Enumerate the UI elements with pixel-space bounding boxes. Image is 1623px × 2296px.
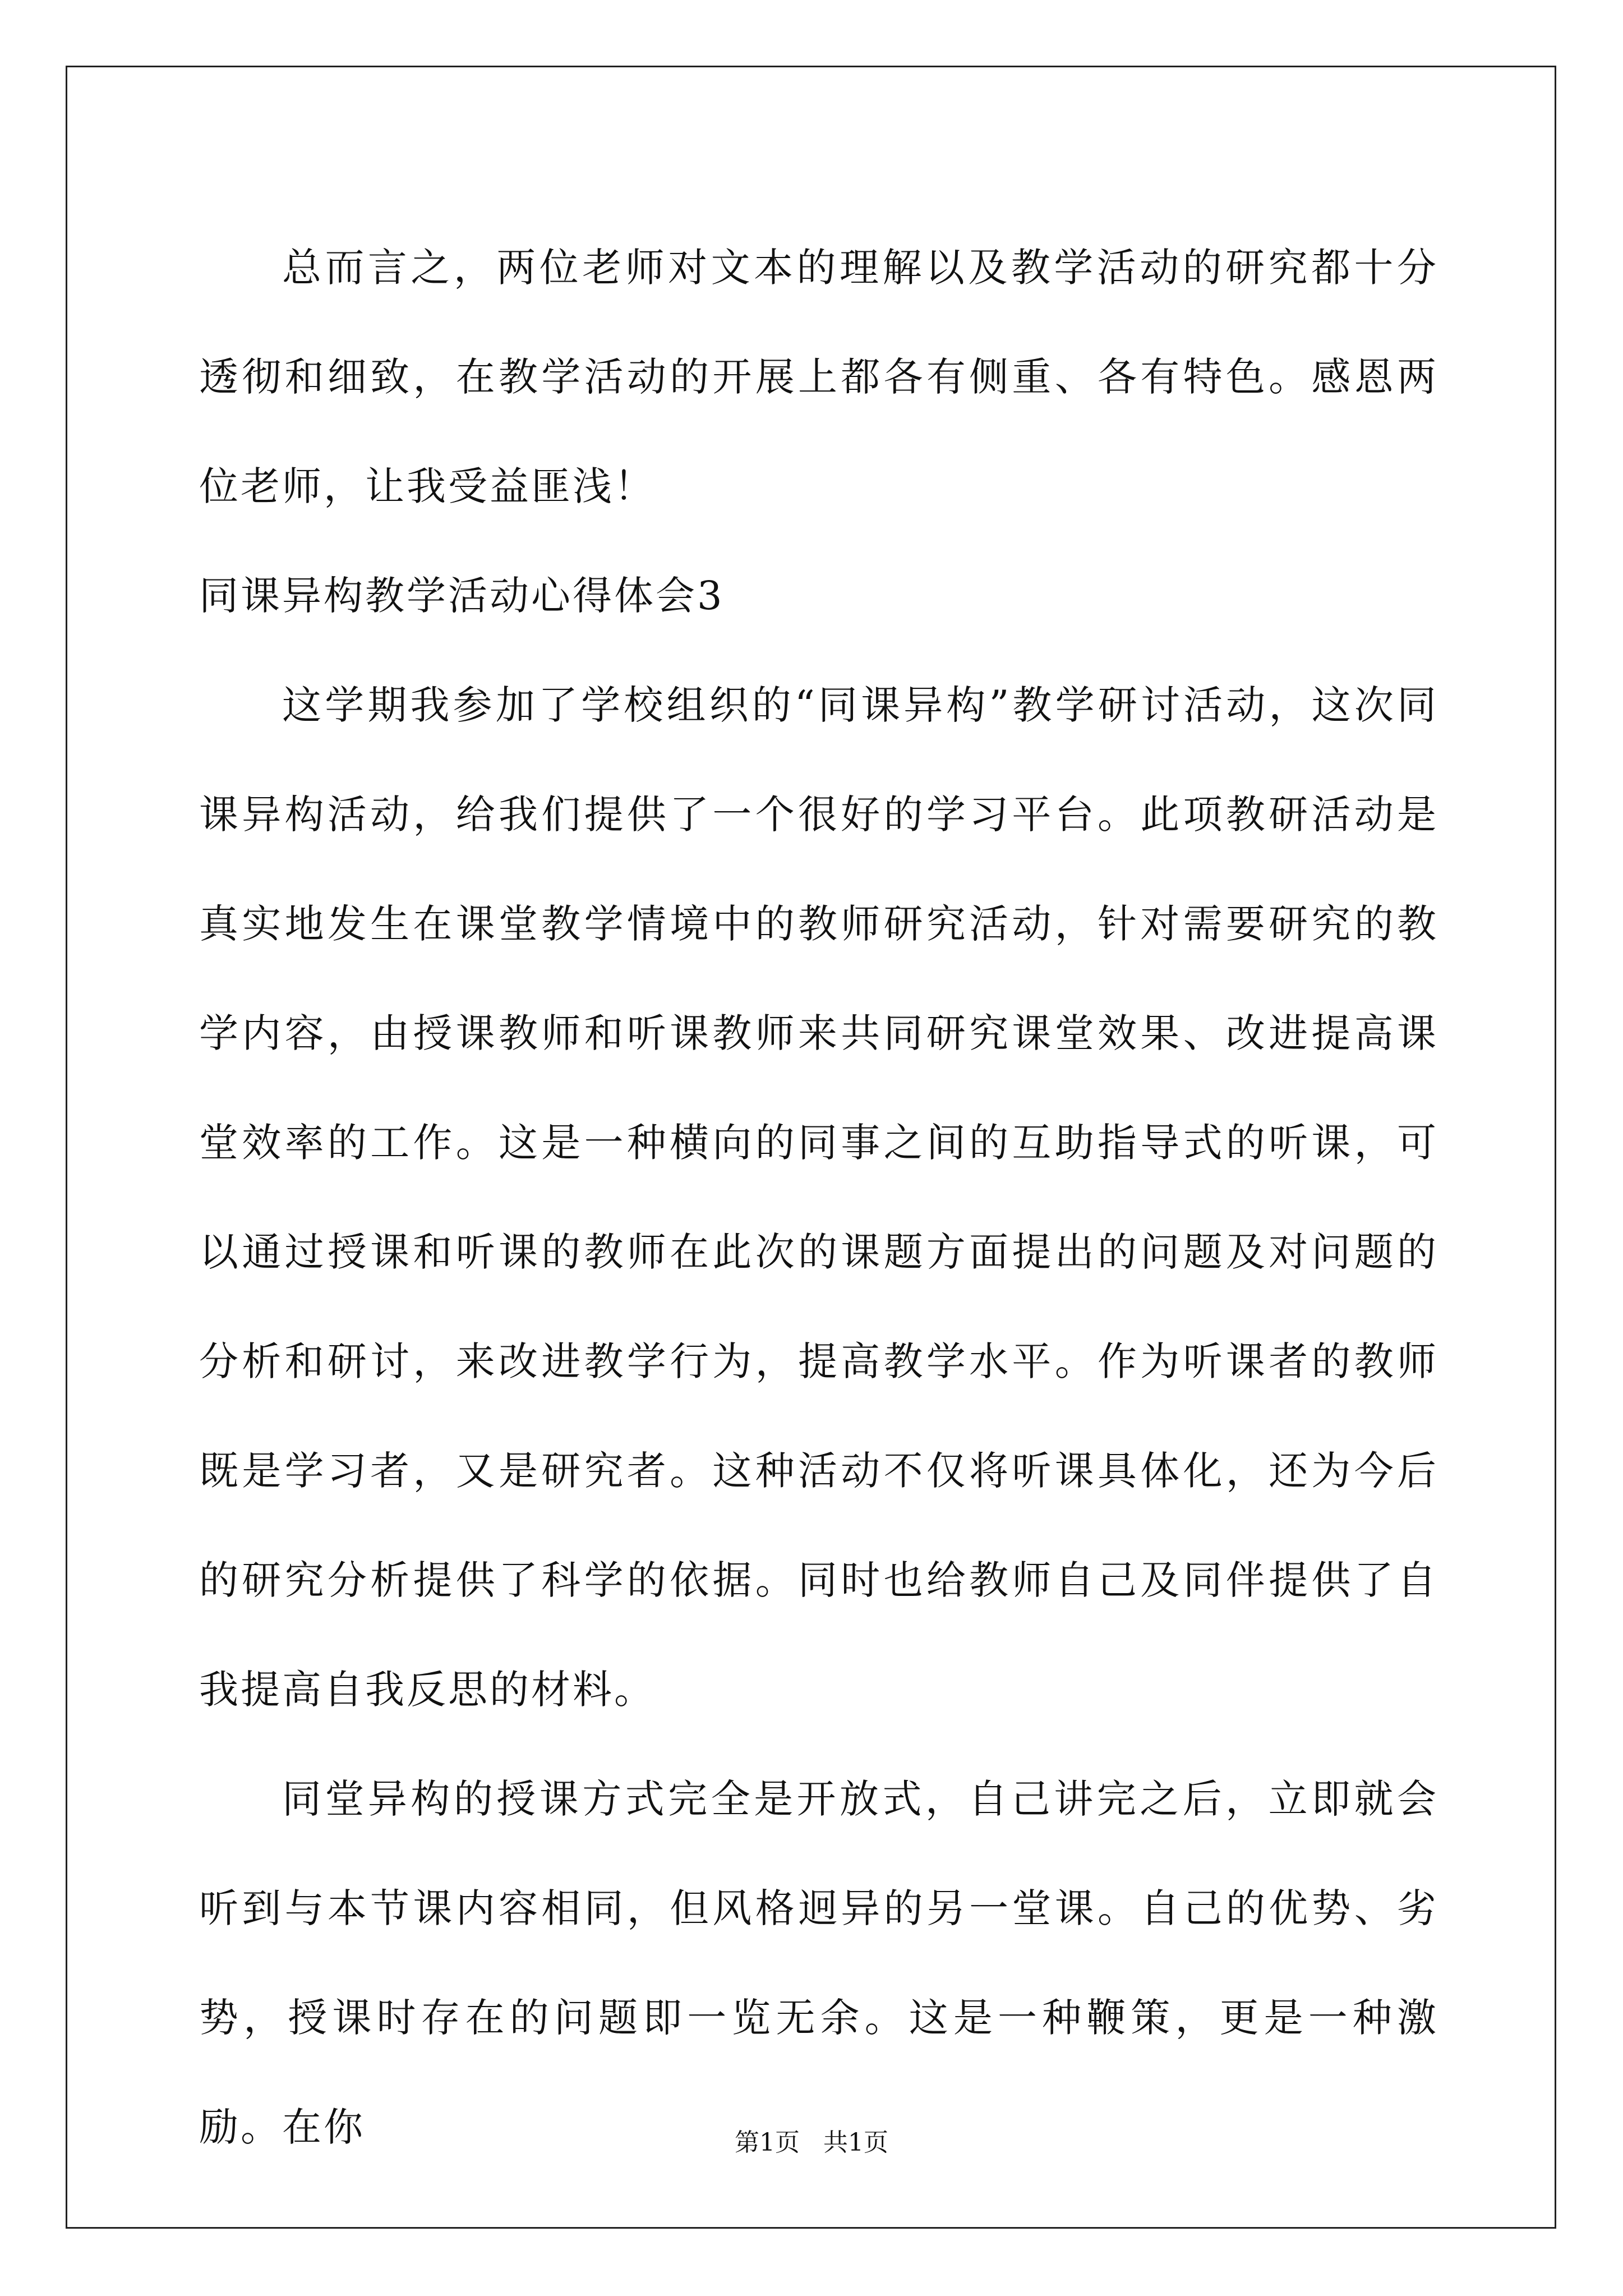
paragraph-activity-intro: 这学期我参加了学校组织的“同课异构”教学研讨活动，这次同课异构活动，给我们提供了一个很好的学习平台。此项教研活动是真实地发生在课堂教学情境中的教师研究活动，针对需要研究的教学内容，由授课教师和听课教师来共同研究课堂效果、改进提高课堂效率的工作。这是一种横向的同事之间的互助指导式的听课，可以通过授课和听课的教师在此次的课题方面提出的问题及对问题的分析和研讨，来改进教学行为，提高教学水平。作为听课者的教师既是学习者，又是研究者。这种活动不仅将听课具体化，还为今后的研究分析提供了科学的依据。同时也给教师自己及同伴提供了自我提高自我反思的材料。 (199, 682, 1438, 1713)
section-heading: 同课异构教学活动心得体会3 (199, 573, 725, 619)
paragraph-open-teaching: 同堂异构的授课方式完全是开放式，自己讲完之后，立即就会听到与本节课内容相同，但风格迥异的另一堂课。自己的优势、劣势，授课时存在的问题即一览无余。这是一种鞭策，更是一种激励。在你 (199, 1776, 1438, 2150)
document-body (199, 213, 1438, 2182)
paragraph-summary: 总而言之，两位老师对文本的理解以及教学活动的研究都十分透彻和细致，在教学活动的开展上都各有侧重、各有特色。感恩两位老师，让我受益匪浅！ (199, 245, 1438, 509)
page-footer (0, 2126, 1623, 2160)
page-number-label: 第1页 共1页 (735, 2128, 888, 2157)
